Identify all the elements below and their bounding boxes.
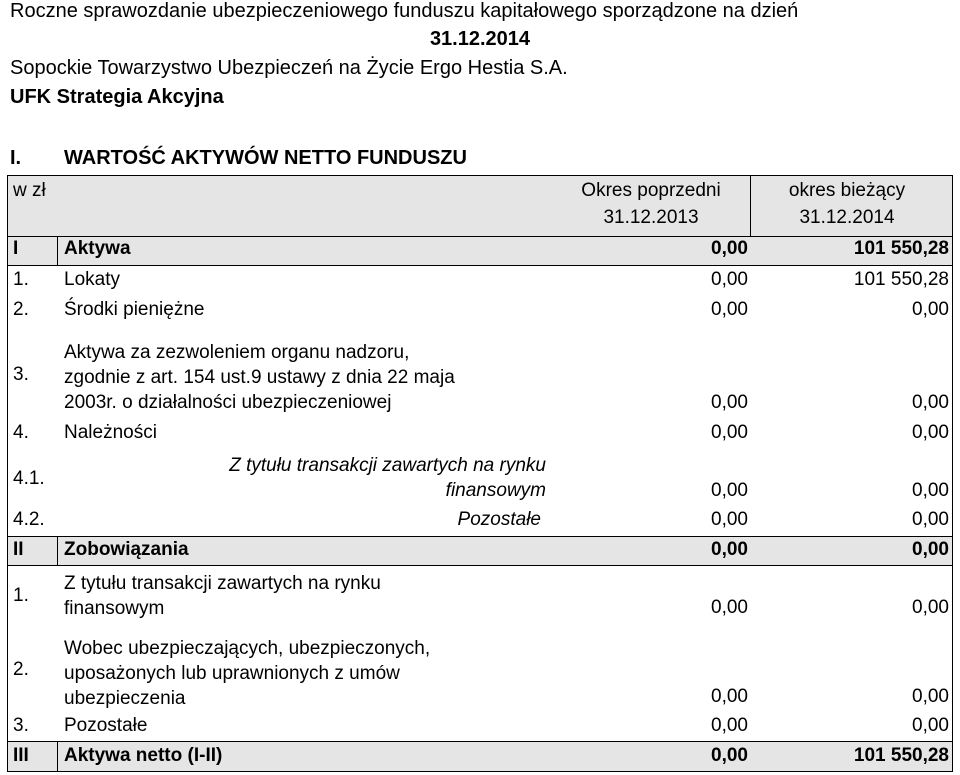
row-label-line: Wobec ubezpieczających, ubezpieczonych, [64, 638, 431, 659]
report-title: Roczne sprawozdanie ubezpieczeniowego funduszu kapitałowego sporządzone na dzień [10, 0, 799, 22]
row-label-line: Z tytułu transakcji zawartych na rynku [64, 573, 381, 594]
header-divider [7, 236, 953, 237]
row-number: 2. [13, 659, 29, 680]
col-cur-label: okres bieżący [788, 180, 906, 201]
row-label: Środki pieniężne [64, 299, 205, 320]
row-number: 1. [13, 269, 29, 290]
row-prev-value: 0,00 [711, 715, 748, 736]
row-number: 2. [13, 299, 29, 320]
report-date: 31.12.2014 [429, 28, 531, 50]
row-number: 4.1. [13, 468, 45, 489]
row-prev-value: 0,00 [711, 745, 748, 766]
row-cur-value: 101 550,28 [853, 745, 949, 766]
row-divider [7, 536, 953, 537]
row-label [64, 636, 430, 711]
row-prev-value: 0,00 [711, 299, 748, 320]
row-prev-value: 0,00 [711, 480, 748, 501]
row-cur-value: 0,00 [912, 392, 949, 413]
row-cur-value: 101 550,28 [853, 238, 949, 259]
row-divider [7, 565, 953, 566]
col-prev-label: Okres poprzedni [581, 180, 721, 201]
section-title: WARTOŚĆ AKTYWÓW NETTO FUNDUSZU [64, 147, 467, 169]
row-label: Należności [64, 422, 157, 443]
row-number: 4.2. [13, 509, 45, 530]
row-label: Pozostałe [64, 715, 148, 736]
row-label-line: finansowym [445, 480, 546, 501]
table-border-left [7, 175, 8, 772]
column-divider [57, 741, 58, 772]
row-prev-value: 0,00 [711, 422, 748, 443]
row-prev-value: 0,00 [711, 509, 748, 530]
row-number: II [13, 539, 24, 560]
row-label-line: uposażonych lub uprawnionych z umów [64, 663, 400, 684]
row-prev-value: 0,00 [711, 238, 748, 259]
row-label-line: ubezpieczenia [64, 688, 186, 709]
col-cur-date: 31.12.2014 [799, 207, 895, 228]
row-number: 3. [13, 364, 29, 385]
row-label: Aktywa netto (I-II) [64, 745, 223, 766]
table-border-bottom [7, 771, 953, 772]
row-cur-value: 0,00 [912, 715, 949, 736]
row-prev-value: 0,00 [711, 392, 748, 413]
row-label: Zobowiązania [64, 539, 189, 560]
row-number: 1. [13, 585, 29, 606]
col-prev-date: 31.12.2013 [603, 207, 699, 228]
column-divider [57, 236, 58, 266]
row-cur-value: 0,00 [912, 299, 949, 320]
row-label-line: Aktywa za zezwoleniem organu nadzoru, [64, 342, 410, 363]
section-number: I. [10, 147, 22, 169]
row-number: I [13, 238, 19, 259]
column-divider [57, 536, 58, 566]
row-prev-value: 0,00 [711, 539, 748, 560]
row-divider [7, 265, 953, 266]
row-label-line: Z tytułu transakcji zawartych na rynku [229, 455, 546, 476]
row-prev-value: 0,00 [711, 269, 748, 290]
row-label-line: zgodnie z art. 154 ust.9 ustawy z dnia 22 maja [64, 367, 455, 388]
row-label: Lokaty [64, 269, 120, 290]
row-label [150, 453, 546, 503]
table-border-right [952, 175, 953, 772]
row-label: Aktywa [64, 238, 131, 259]
row-cur-value: 0,00 [912, 480, 949, 501]
row-label [64, 340, 455, 415]
row-cur-value: 101 550,28 [853, 269, 949, 290]
row-number: 3. [13, 715, 29, 736]
unit-label: w zł [13, 180, 46, 201]
row-divider [7, 741, 953, 742]
row-label: Pozostałe [457, 509, 541, 530]
row-number: 4. [13, 422, 29, 443]
fund-name: UFK Strategia Akcyjna [10, 86, 224, 108]
row-cur-value: 0,00 [912, 597, 949, 618]
row-number: III [13, 745, 29, 766]
row-cur-value: 0,00 [912, 686, 949, 707]
row-cur-value: 0,00 [912, 422, 949, 443]
row-cur-value: 0,00 [912, 539, 949, 560]
row-prev-value: 0,00 [711, 686, 748, 707]
table-border-top [7, 175, 953, 176]
row-label-line: 2003r. o działalności ubezpieczeniowej [64, 392, 392, 413]
column-divider [750, 175, 751, 237]
row-cur-value: 0,00 [912, 509, 949, 530]
row-prev-value: 0,00 [711, 597, 748, 618]
row-label [64, 571, 381, 621]
company-name: Sopockie Towarzystwo Ubezpieczeń na Życie Ergo Hestia S.A. [10, 57, 568, 79]
row-label-line: finansowym [64, 598, 165, 619]
